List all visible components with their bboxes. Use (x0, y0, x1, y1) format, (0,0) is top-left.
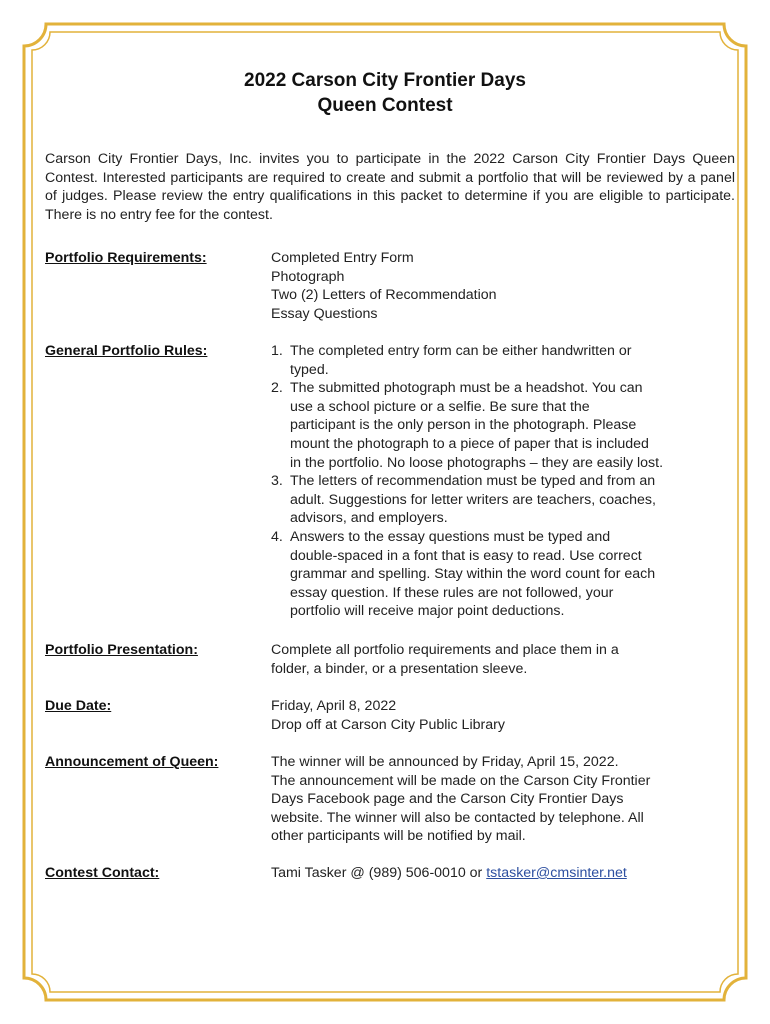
page-title (0, 68, 770, 118)
rule-line: portfolio will receive major point deductions. (290, 603, 565, 620)
text-line: other participants will be notified by mail. (271, 828, 526, 845)
email-link[interactable]: tstasker@cmsinter.net (486, 865, 627, 881)
rule-line: Answers to the essay questions must be typed and (290, 528, 611, 545)
section-body (271, 697, 711, 734)
section-label: Contest Contact: (45, 865, 160, 881)
contact-line (271, 864, 711, 883)
contact-text: Tami Tasker @ (989) 506-0010 or (271, 865, 487, 881)
rule-line: adult. Suggestions for letter writers are teachers, coaches, (290, 491, 656, 508)
text-line: Complete all portfolio requirements and place them in a (271, 642, 619, 658)
text-line: Drop off at Carson City Public Library (271, 716, 505, 733)
section-body (271, 641, 711, 678)
text-line: website. The winner will also be contacted by telephone. All (271, 809, 644, 826)
text-line: The announcement will be made on the Carson City Frontier (271, 772, 651, 789)
rules-list (271, 342, 711, 621)
rule-line: essay question. If these rules are not followed, your (290, 584, 614, 601)
rule-line: The completed entry form can be either handwritten or (290, 343, 632, 359)
rule-line: advisors, and employers. (290, 510, 448, 527)
rule-line: use a school picture or a selfie. Be sure that the (290, 398, 590, 415)
text-line: folder, a binder, or a presentation sleeve. (271, 660, 528, 677)
text-line: Friday, April 8, 2022 (271, 698, 397, 714)
title-line-1: 2022 Carson City Frontier Days (244, 70, 526, 91)
rule-number: 3. (271, 473, 283, 490)
section-label: Portfolio Presentation: (45, 642, 198, 658)
rule-item (271, 472, 711, 528)
intro-paragraph: Carson City Frontier Days, Inc. invites you to participate in the 2022 Carson City Frontier Days Queen Contest. Interested participants are required to create and submit a portfolio that will be reviewed by a panel of judges. Please review the entry qualifications in this packet to determine if you are eligible to participate. There is no entry fee for the contest. (45, 151, 735, 223)
rule-line: mount the photograph to a piece of paper that is included (290, 435, 649, 452)
rule-line: participant is the only person in the photograph. Please (290, 417, 637, 434)
text-line: The winner will be announced by Friday, April 15, 2022. (271, 754, 619, 770)
title-line-2: Queen Contest (317, 95, 453, 116)
rule-number: 1. (271, 343, 283, 359)
section-label: General Portfolio Rules: (45, 343, 208, 359)
rule-line: in the portfolio. No loose photographs – they are easily lost. (290, 454, 664, 471)
section-label: Portfolio Requirements: (45, 250, 207, 266)
section-body (271, 753, 711, 846)
rule-item (271, 528, 711, 621)
section-label: Due Date: (45, 698, 112, 714)
rule-item (271, 379, 711, 472)
list-item: Two (2) Letters of Recommendation (271, 287, 497, 304)
section-body (271, 864, 711, 883)
rule-line: typed. (290, 361, 329, 378)
rule-item (271, 342, 711, 379)
rule-line: The letters of recommendation must be typed and from an (290, 473, 656, 490)
section-label: Announcement of Queen: (45, 754, 219, 770)
rule-line: grammar and spelling. Stay within the word count for each (290, 566, 656, 583)
list-item: Essay Questions (271, 305, 378, 322)
section-body (271, 249, 711, 323)
rule-line: double-spaced in a font that is easy to read. Use correct (290, 547, 642, 564)
text-line: Days Facebook page and the Carson City Frontier Days (271, 791, 624, 808)
rule-number: 2. (271, 380, 283, 397)
list-item: Completed Entry Form (271, 250, 414, 266)
rule-line: The submitted photograph must be a headshot. You can (290, 380, 643, 397)
list-item: Photograph (271, 268, 345, 285)
rule-number: 4. (271, 528, 283, 545)
